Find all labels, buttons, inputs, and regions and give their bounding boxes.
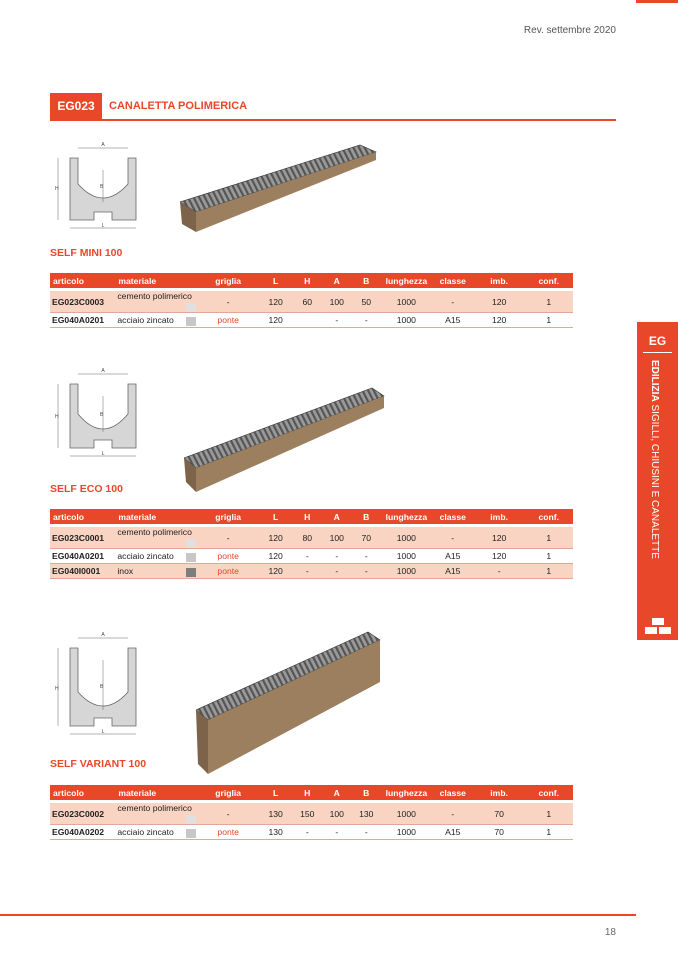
dim-label-b: B <box>100 684 104 690</box>
column-header: L <box>259 785 293 800</box>
bricks-icon <box>645 618 671 634</box>
load-class-cell: - <box>432 803 474 825</box>
article-code-cell: EG023C0003 <box>50 291 115 313</box>
table-header-row <box>50 785 573 800</box>
table-row <box>50 825 573 840</box>
side-tab-label <box>649 360 660 559</box>
material-name-cell <box>115 549 197 564</box>
packaging-qty-cell: - <box>474 564 525 579</box>
length-value-cell: 1000 <box>381 313 432 328</box>
dim-label-l: L <box>101 451 105 457</box>
footer-line <box>0 914 636 916</box>
column-header: A <box>322 273 352 288</box>
dim-a-cell: 100 <box>322 291 352 313</box>
column-header: A <box>322 785 352 800</box>
column-header: L <box>259 273 293 288</box>
table-header-row <box>50 509 573 524</box>
material-name-cell <box>115 803 197 825</box>
package-count-cell: 1 <box>524 291 573 313</box>
packaging-qty-cell: 120 <box>474 313 525 328</box>
column-header: B <box>352 273 382 288</box>
section-title-mini: SELF MINI 100 <box>50 247 123 259</box>
dim-b-cell: - <box>352 564 382 579</box>
grid-type-cell: ponte <box>198 825 259 840</box>
dim-label-l: L <box>101 223 105 229</box>
dim-a-cell: 100 <box>322 803 352 825</box>
column-header: materiale <box>115 273 197 288</box>
packaging-qty-cell: 70 <box>474 803 525 825</box>
dim-h-cell: 60 <box>293 291 323 313</box>
dim-l-cell: 120 <box>259 527 293 549</box>
dim-label-h: H <box>55 186 59 192</box>
article-code-cell: EG040A0201 <box>50 313 115 328</box>
table-row <box>50 291 573 313</box>
article-code-cell: EG040A0201 <box>50 549 115 564</box>
dim-b-cell: 50 <box>352 291 382 313</box>
side-tab-rest: SIGILLI, CHIUSINI E CANALETTE <box>649 401 660 559</box>
length-value-cell: 1000 <box>381 803 432 825</box>
material-name: cemento polimerico <box>117 291 192 301</box>
material-swatch <box>186 553 196 562</box>
cross-section-diagram-mini <box>48 140 148 232</box>
column-header: H <box>293 509 323 524</box>
column-header: lunghezza <box>381 509 432 524</box>
column-header: articolo <box>50 785 115 800</box>
side-tab-bold: EDILIZIA <box>649 360 660 402</box>
spec-table-mini <box>50 273 573 328</box>
dim-l-cell: 130 <box>259 803 293 825</box>
column-header: classe <box>432 273 474 288</box>
side-tab-code: EG <box>648 334 667 348</box>
load-class-cell: A15 <box>432 313 474 328</box>
material-swatch <box>186 303 196 312</box>
column-header: conf. <box>524 509 573 524</box>
packaging-qty-cell: 120 <box>474 549 525 564</box>
column-header: imb. <box>474 785 525 800</box>
dim-l-cell: 130 <box>259 825 293 840</box>
load-class-cell: - <box>432 527 474 549</box>
channel-image-mini <box>180 140 380 240</box>
dim-b-cell: - <box>352 549 382 564</box>
packaging-qty-cell: 120 <box>474 527 525 549</box>
dim-label-a: A <box>101 142 105 148</box>
spec-table-eco <box>50 509 573 579</box>
length-value-cell: 1000 <box>381 291 432 313</box>
dim-label-h: H <box>55 414 59 420</box>
material-name-cell <box>115 825 197 840</box>
column-header: materiale <box>115 509 197 524</box>
dim-h-cell: - <box>293 825 323 840</box>
grid-type-cell: ponte <box>198 564 259 579</box>
page-title: CANALETTA POLIMERICA <box>109 100 248 112</box>
column-header: L <box>259 509 293 524</box>
cross-section-diagram-eco <box>48 366 148 461</box>
dim-a-cell: - <box>322 313 352 328</box>
section-title-variant: SELF VARIANT 100 <box>50 758 147 770</box>
dim-label-l: L <box>101 729 105 735</box>
material-name-cell <box>115 313 197 328</box>
dim-a-cell: - <box>322 549 352 564</box>
column-header: classe <box>432 509 474 524</box>
page-number: 18 <box>604 927 616 938</box>
material-name-cell <box>115 527 197 549</box>
dim-a-cell: 100 <box>322 527 352 549</box>
package-count-cell: 1 <box>524 527 573 549</box>
column-header: griglia <box>198 273 259 288</box>
section-title-eco: SELF ECO 100 <box>50 483 123 495</box>
column-header: imb. <box>474 273 525 288</box>
dim-l-cell: 120 <box>259 291 293 313</box>
length-value-cell: 1000 <box>381 825 432 840</box>
column-header: conf. <box>524 273 573 288</box>
grid-type-cell: ponte <box>198 313 259 328</box>
dim-h-cell: - <box>293 564 323 579</box>
article-code-cell: EG040A0202 <box>50 825 115 840</box>
dim-h-cell: 150 <box>293 803 323 825</box>
material-swatch <box>186 815 196 824</box>
side-tab-divider <box>643 352 672 353</box>
dim-a-cell: - <box>322 564 352 579</box>
load-class-cell: A15 <box>432 549 474 564</box>
column-header: H <box>293 273 323 288</box>
article-code-cell: EG023C0001 <box>50 527 115 549</box>
table-row <box>50 313 573 328</box>
column-header: A <box>322 509 352 524</box>
column-header: B <box>352 785 382 800</box>
column-header: griglia <box>198 785 259 800</box>
column-header: conf. <box>524 785 573 800</box>
grid-type-cell: ponte <box>198 549 259 564</box>
spec-table-variant <box>50 785 573 840</box>
load-class-cell: A15 <box>432 564 474 579</box>
section-header <box>50 93 616 121</box>
dim-b-cell: 130 <box>352 803 382 825</box>
grid-type-cell: - <box>198 803 259 825</box>
dim-label-b: B <box>100 184 104 190</box>
material-name-cell <box>115 291 197 313</box>
load-class-cell: A15 <box>432 825 474 840</box>
dim-label-a: A <box>101 368 105 374</box>
column-header: lunghezza <box>381 785 432 800</box>
package-count-cell: 1 <box>524 803 573 825</box>
length-value-cell: 1000 <box>381 527 432 549</box>
packaging-qty-cell: 70 <box>474 825 525 840</box>
top-accent-bar <box>636 0 678 3</box>
material-swatch <box>186 829 196 838</box>
dim-label-h: H <box>55 686 59 692</box>
dim-b-cell: 70 <box>352 527 382 549</box>
column-header: articolo <box>50 273 115 288</box>
side-category-tab <box>637 322 678 640</box>
column-header: griglia <box>198 509 259 524</box>
dim-label-a: A <box>101 632 105 638</box>
article-code-cell: EG040I0001 <box>50 564 115 579</box>
dim-label-b: B <box>100 412 104 418</box>
column-header: imb. <box>474 509 525 524</box>
material-name: inox <box>117 565 134 576</box>
column-header: lunghezza <box>381 273 432 288</box>
article-code-cell: EG023C0002 <box>50 803 115 825</box>
material-swatch <box>186 317 196 326</box>
dim-h-cell: - <box>293 549 323 564</box>
column-header: B <box>352 509 382 524</box>
column-header: materiale <box>115 785 197 800</box>
dim-l-cell: 120 <box>259 313 293 328</box>
table-row <box>50 564 573 579</box>
length-value-cell: 1000 <box>381 549 432 564</box>
load-class-cell: - <box>432 291 474 313</box>
dim-l-cell: 120 <box>259 564 293 579</box>
material-name: acciaio zincato <box>117 550 174 561</box>
channel-image-variant <box>196 628 386 776</box>
package-count-cell: 1 <box>524 564 573 579</box>
column-header: H <box>293 785 323 800</box>
table-row <box>50 803 573 825</box>
product-code-badge: EG023 <box>50 93 102 119</box>
length-value-cell: 1000 <box>381 564 432 579</box>
material-name-cell <box>115 564 197 579</box>
revision-date: Rev. settembre 2020 <box>523 25 616 36</box>
dim-b-cell: - <box>352 825 382 840</box>
grid-type-cell: - <box>198 291 259 313</box>
dim-b-cell: - <box>352 313 382 328</box>
packaging-qty-cell: 120 <box>474 291 525 313</box>
column-header: articolo <box>50 509 115 524</box>
package-count-cell: 1 <box>524 825 573 840</box>
package-count-cell: 1 <box>524 313 573 328</box>
column-header: classe <box>432 785 474 800</box>
package-count-cell: 1 <box>524 549 573 564</box>
material-swatch <box>186 539 196 548</box>
material-name: cemento polimerico <box>117 527 192 537</box>
dim-h-cell <box>293 313 323 328</box>
dim-l-cell: 120 <box>259 549 293 564</box>
cross-section-diagram-variant <box>48 630 148 740</box>
material-name: cemento polimerico <box>117 803 192 813</box>
material-swatch <box>186 568 196 577</box>
grid-type-cell: - <box>198 527 259 549</box>
material-name: acciaio zincato <box>117 826 174 837</box>
dim-h-cell: 80 <box>293 527 323 549</box>
channel-image-eco <box>184 384 389 496</box>
table-header-row <box>50 273 573 288</box>
table-row <box>50 549 573 564</box>
table-row <box>50 527 573 549</box>
dim-a-cell: - <box>322 825 352 840</box>
material-name: acciaio zincato <box>117 314 174 325</box>
